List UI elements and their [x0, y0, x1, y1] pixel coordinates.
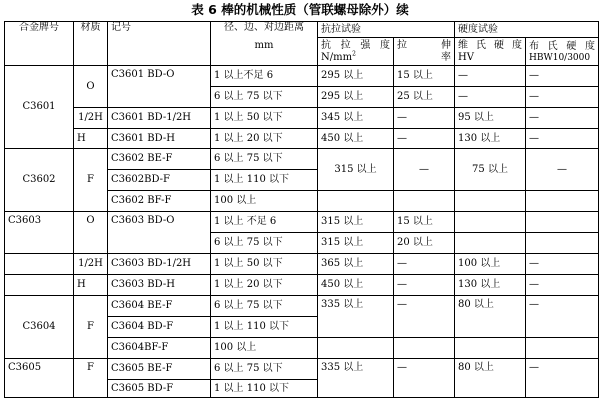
table-row	[5, 108, 599, 129]
header-tensile-test: 抗拉试验	[318, 22, 455, 38]
header-tensile-unit-sup: 2	[352, 50, 356, 58]
vickers-cell: 95 以上	[455, 108, 526, 129]
header-temper: 材质	[74, 22, 108, 66]
temper-cell: H	[74, 275, 108, 296]
size-cell: 100 以上	[211, 338, 318, 359]
vickers-cell	[455, 191, 526, 212]
table-row	[5, 212, 599, 233]
size-cell: 1 以上 110 以下	[211, 170, 318, 191]
temper-cell: O	[74, 66, 108, 108]
tensile-cell: 345 以上	[318, 108, 394, 129]
elongation-cell: —	[394, 359, 455, 398]
table-row	[5, 129, 599, 149]
size-cell: 1 以上不足 6	[211, 66, 318, 87]
tensile-cell: 450 以上	[318, 129, 394, 149]
table-title: 表 6 棒的机械性质（管联螺母除外）续	[191, 2, 409, 17]
header-elongation-sub: 率	[441, 51, 451, 63]
vickers-cell	[455, 338, 526, 359]
header-brinell-label: 布 氏 硬 度	[529, 40, 595, 52]
table-row	[5, 149, 599, 170]
vickers-cell	[455, 233, 526, 254]
brinell-cell: —	[526, 254, 599, 275]
code-cell: C3601 BD-1/2H	[108, 108, 211, 129]
alloy-cell	[5, 254, 74, 275]
vickers-cell: 80 以上	[455, 296, 526, 338]
temper-cell: F	[74, 359, 108, 398]
tensile-cell: 315 以上	[318, 233, 394, 254]
alloy-cell: C3605	[5, 359, 74, 398]
elongation-cell	[394, 191, 455, 212]
code-cell: C3604 BD-F	[108, 317, 211, 338]
header-tensile-strength-label: 抗 拉 强 度	[321, 39, 390, 51]
header-brinell-unit: HBW10/3000	[529, 52, 591, 63]
header-elongation	[394, 38, 455, 66]
vickers-cell: 130 以上	[455, 129, 526, 149]
alloy-cell: C3601	[5, 66, 74, 149]
header-tensile-unit: N/mm	[321, 51, 353, 63]
brinell-cell: —	[526, 66, 599, 87]
tensile-cell: 335 以上	[318, 296, 394, 338]
tensile-cell: 315 以上	[318, 212, 394, 233]
size-cell: 1 以上 20 以下	[211, 275, 318, 296]
brinell-cell: —	[526, 275, 599, 296]
table-row	[5, 66, 599, 87]
temper-cell: 1/2H	[74, 108, 108, 129]
header-row-1	[5, 22, 599, 38]
header-alloy: 合金牌号	[5, 22, 74, 66]
header-size	[211, 22, 318, 66]
code-cell: C3604 BE-F	[108, 296, 211, 317]
header-vickers	[455, 38, 526, 66]
tensile-cell: 295 以上	[318, 66, 394, 87]
elongation-cell: —	[394, 108, 455, 129]
header-vickers-unit: HV	[458, 51, 474, 63]
size-cell: 1 以上 50 以下	[211, 108, 318, 129]
tensile-cell: 450 以上	[318, 275, 394, 296]
size-cell: 6 以上 75 以下	[211, 296, 318, 317]
code-cell: C3602 BE-F	[108, 149, 211, 170]
header-code: 记号	[108, 22, 211, 66]
vickers-cell: 130 以上	[455, 275, 526, 296]
elongation-cell: 25 以上	[394, 87, 455, 108]
brinell-cell	[526, 212, 599, 233]
vickers-cell: —	[455, 87, 526, 108]
elongation-cell: 15 以上	[394, 66, 455, 87]
code-cell: C3601 BD-H	[108, 129, 211, 149]
elongation-cell: 15 以上	[394, 212, 455, 233]
temper-cell: H	[74, 129, 108, 149]
tensile-cell: 335 以上	[318, 359, 394, 398]
brinell-cell: —	[526, 149, 599, 191]
tensile-cell: 315 以上	[318, 149, 394, 191]
header-elongation-label: 拉 伸	[397, 39, 451, 51]
code-cell: C3602 BF-F	[108, 191, 211, 212]
header-hardness-test: 硬度试验	[455, 22, 599, 38]
tensile-cell: 295 以上	[318, 87, 394, 108]
size-cell: 1 以上 110 以下	[211, 317, 318, 338]
header-brinell	[526, 38, 599, 66]
header-vickers-label: 维 氏 硬 度	[458, 39, 522, 51]
size-cell: 6 以上 75 以下	[211, 149, 318, 170]
table-row	[5, 254, 599, 275]
vickers-cell	[455, 212, 526, 233]
code-cell: C3601 BD-O	[108, 66, 211, 108]
header-size-unit: mm	[254, 40, 274, 51]
alloy-cell: C3602	[5, 149, 74, 212]
brinell-cell: —	[526, 129, 599, 149]
brinell-cell: —	[526, 108, 599, 129]
elongation-cell: —	[394, 296, 455, 338]
vickers-cell: 80 以上	[455, 359, 526, 398]
brinell-cell	[526, 191, 599, 212]
vickers-cell: 100 以上	[455, 254, 526, 275]
elongation-cell: —	[394, 129, 455, 149]
code-cell: C3602BD-F	[108, 170, 211, 191]
table-row	[5, 296, 599, 317]
tensile-cell	[318, 338, 394, 359]
table-row	[5, 275, 599, 296]
size-cell: 1 以上 110 以下	[211, 380, 318, 398]
code-cell: C3603 BD-H	[108, 275, 211, 296]
size-cell: 6 以上 75 以下	[211, 87, 318, 108]
elongation-cell	[394, 338, 455, 359]
temper-cell: 1/2H	[74, 254, 108, 275]
header-tensile-strength	[318, 38, 394, 66]
size-cell: 6 以上 75 以下	[211, 233, 318, 254]
brinell-cell: —	[526, 359, 599, 398]
size-cell: 1 以上 50 以下	[211, 254, 318, 275]
table-row	[5, 359, 599, 380]
tensile-cell: 365 以上	[318, 254, 394, 275]
temper-cell: F	[74, 296, 108, 359]
size-cell: 1 以上 20 以下	[211, 129, 318, 149]
elongation-cell: —	[394, 149, 455, 191]
size-cell: 100 以上	[211, 191, 318, 212]
code-cell: C3605 BD-F	[108, 380, 211, 398]
code-cell: C3604BF-F	[108, 338, 211, 359]
elongation-cell: —	[394, 254, 455, 275]
brinell-cell	[526, 338, 599, 359]
vickers-cell: —	[455, 66, 526, 87]
size-cell: 6 以上 75 以下	[211, 359, 318, 380]
alloy-cell: C3603	[5, 212, 74, 254]
temper-cell: O	[74, 212, 108, 254]
alloy-cell	[5, 275, 74, 296]
code-cell: C3603 BD-O	[108, 212, 211, 254]
header-size-label: 径、边、对边距离	[224, 22, 304, 33]
size-cell: 1 以上 不足 6	[211, 212, 318, 233]
elongation-cell: 20 以上	[394, 233, 455, 254]
code-cell: C3603 BD-1/2H	[108, 254, 211, 275]
code-cell: C3605 BE-F	[108, 359, 211, 380]
vickers-cell: 75 以上	[455, 149, 526, 191]
brinell-cell: —	[526, 87, 599, 108]
tensile-cell	[318, 191, 394, 212]
alloy-cell: C3604	[5, 296, 74, 359]
brinell-cell: —	[526, 296, 599, 338]
brinell-cell	[526, 233, 599, 254]
elongation-cell: —	[394, 275, 455, 296]
mechanical-properties-table	[4, 21, 599, 398]
temper-cell: F	[74, 149, 108, 212]
